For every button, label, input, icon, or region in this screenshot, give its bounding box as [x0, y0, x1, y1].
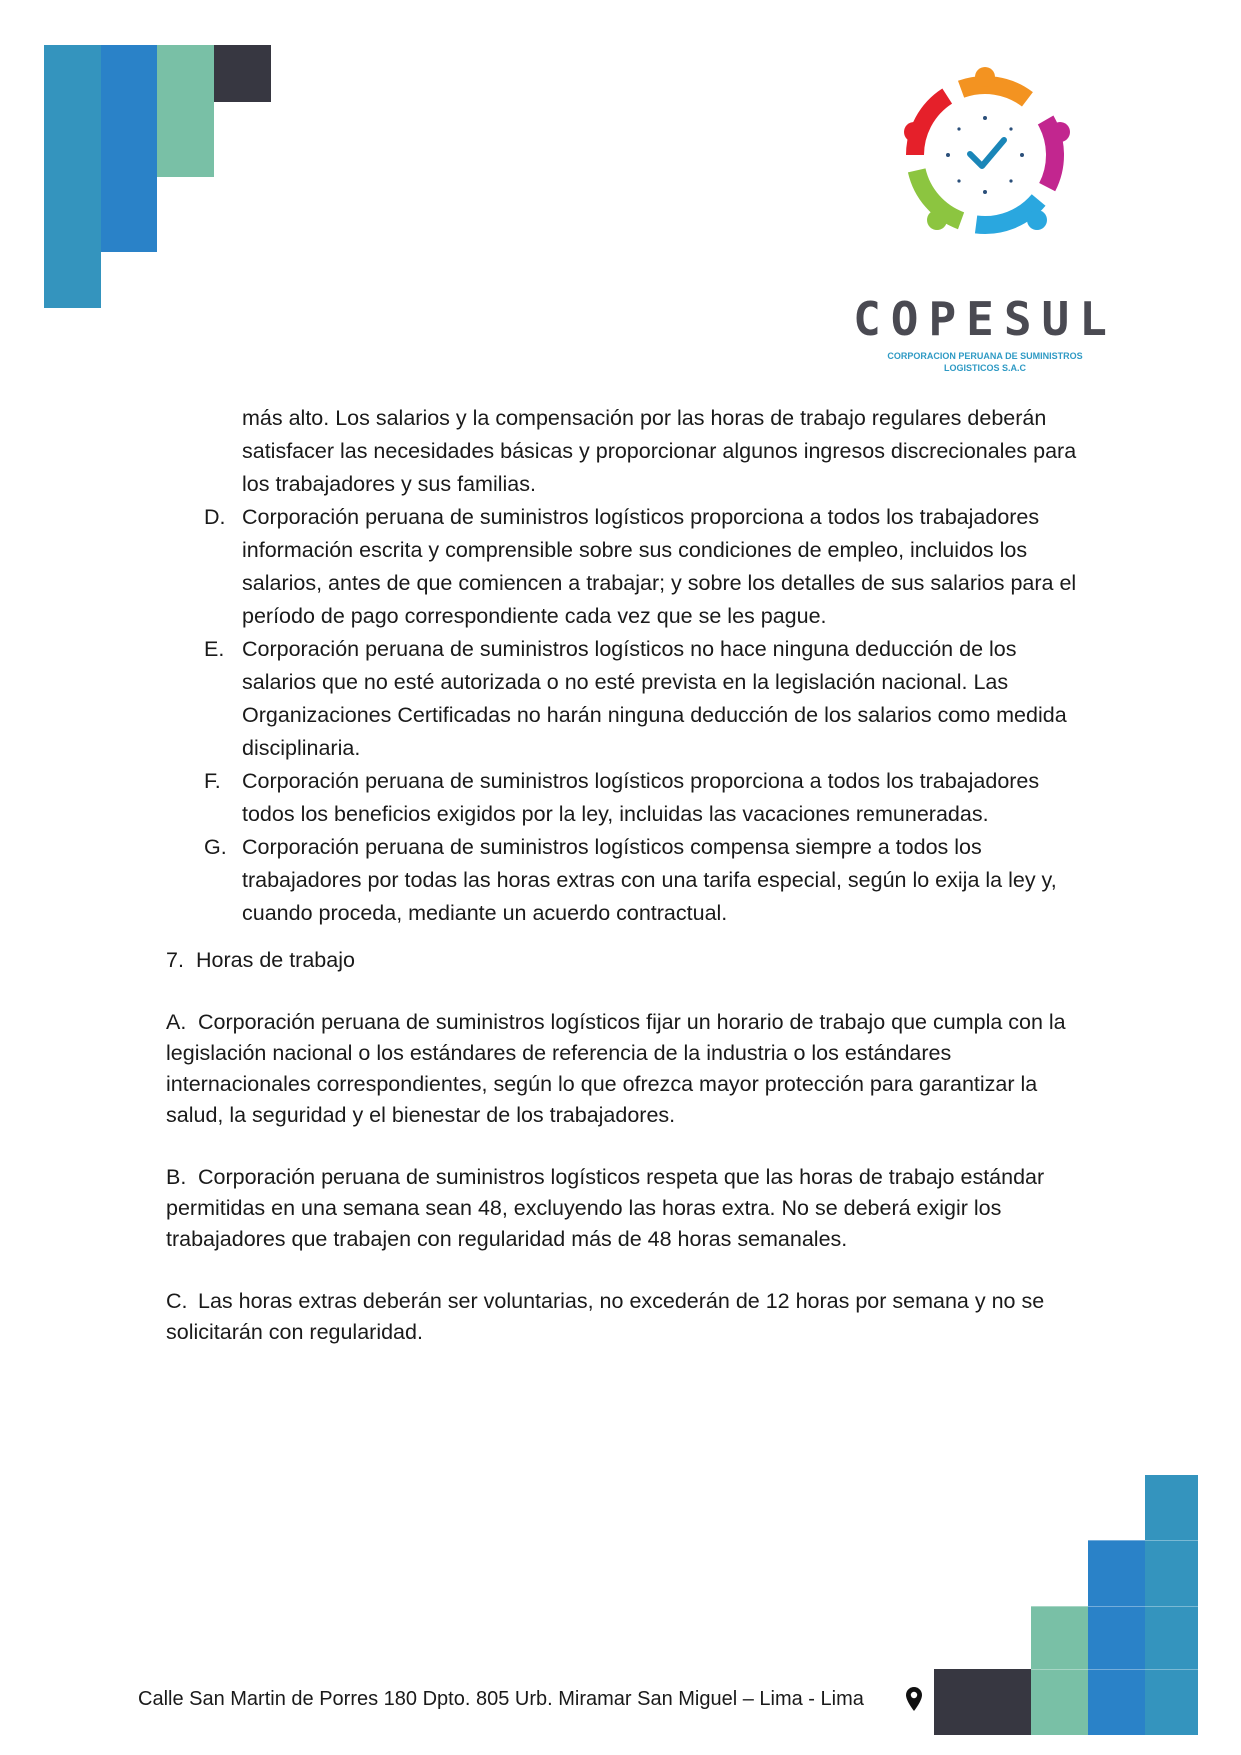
paragraph-text: Corporación peruana de suministros logísticos respeta que las horas de trabajo estándar permitidas en una semana sean 48, excluyendo las horas extra. No se deberá exigir los trabajadores que trabajen con regularidad más de 48 horas semanales. — [166, 1165, 1045, 1251]
list-letter: D. — [204, 505, 226, 529]
footer-address: Calle San Martin de Porres 180 Dpto. 805 Urb. Miramar San Miguel – Lima - Lima — [138, 1688, 864, 1710]
decor-bar-1 — [44, 45, 101, 308]
decor-grid-line — [1031, 1669, 1198, 1670]
decor-bar-4 — [214, 45, 271, 102]
decor-bar-6 — [1031, 1606, 1088, 1735]
company-logo — [840, 62, 1130, 373]
paragraph-letter: C. — [166, 1289, 188, 1313]
paragraph — [166, 1007, 1086, 1131]
decor-grid-line — [1088, 1540, 1198, 1541]
list-item — [166, 765, 1086, 831]
document-body — [166, 402, 1086, 1379]
list-item — [166, 831, 1086, 930]
list-letter: F. — [204, 769, 221, 793]
intro-paragraph: más alto. Los salarios y la compensación por las horas de trabajo regulares deberán satisfacer las necesidades básicas y proporcionar algunos ingresos discrecionales para los trabajadores y sus familias. — [242, 406, 1077, 496]
list-item — [166, 501, 1086, 633]
list-item — [166, 633, 1086, 765]
decor-bar-3 — [157, 45, 214, 177]
paragraph — [166, 1286, 1086, 1348]
decor-grid-line — [1031, 1606, 1198, 1607]
paragraph — [166, 1162, 1086, 1255]
wage-list — [166, 501, 1086, 930]
section-heading — [166, 944, 1086, 977]
paragraph-text: Las horas extras deberán ser voluntarias, no excederán de 12 horas por semana y no se solicitarán con regularidad. — [166, 1289, 1045, 1344]
decor-bar-8 — [1145, 1475, 1198, 1735]
list-text: Corporación peruana de suministros logísticos proporciona a todos los trabajadores información escrita y comprensible sobre sus condiciones de empleo, incluidos los salarios, antes de que comiencen a trabajar; y sobre los detalles de sus salarios para el período de pago correspondiente cada vez que se les pague. — [242, 505, 1077, 628]
list-text: Corporación peruana de suministros logísticos proporciona a todos los trabajadores todos los beneficios exigidos por la ley, incluidas las vacaciones remuneradas. — [242, 769, 1040, 826]
list-text: Corporación peruana de suministros logísticos compensa siempre a todos los trabajadores por todas las horas extras con una tarifa especial, según lo exija la ley y, cuando proceda, mediante un acuerdo contractual. — [242, 835, 1057, 925]
decor-bar-5 — [934, 1669, 1031, 1735]
logo-emblem-icon — [892, 62, 1078, 248]
paragraph-letter: A. — [166, 1010, 187, 1034]
paragraph-letter: B. — [166, 1165, 187, 1189]
list-text: Corporación peruana de suministros logísticos no hace ninguna deducción de los salarios que no esté autorizada o no esté prevista en la legislación nacional. Las Organizaciones Certificadas no harán ninguna deducción de los salarios como medida disciplinaria. — [242, 637, 1067, 760]
logo-wordmark: COPESUL — [853, 292, 1117, 346]
logo-subtitle: CORPORACION PERUANA DE SUMINISTROS LOGISTICOS S.A.C — [887, 351, 1083, 373]
list-letter: G. — [204, 835, 227, 859]
list-letter: E. — [204, 637, 225, 661]
location-pin-icon — [905, 1686, 923, 1712]
decor-bar-7 — [1088, 1540, 1145, 1735]
section-title: Horas de trabajo — [196, 948, 355, 972]
section-number: 7. — [166, 948, 184, 972]
decor-bar-2 — [101, 45, 157, 252]
paragraph-text: Corporación peruana de suministros logísticos fijar un horario de trabajo que cumpla con la legislación nacional o los estándares de referencia de la industria o los estándares internacionales correspondientes, según lo que ofrezca mayor protección para garantizar la salud, la seguridad y el bienestar de los trabajadores. — [166, 1010, 1066, 1127]
